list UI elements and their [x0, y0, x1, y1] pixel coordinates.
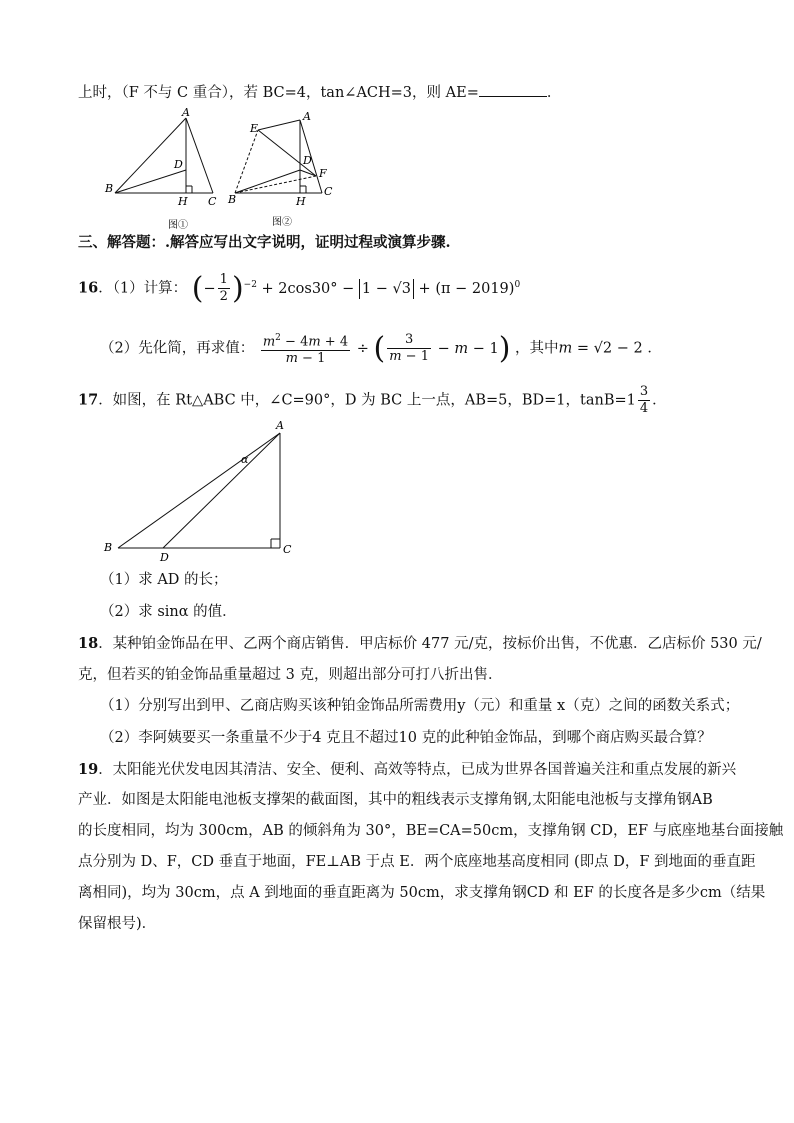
- fig2-caption: 图②: [272, 217, 292, 228]
- fig1-label-h: H: [178, 195, 188, 208]
- q17-label-a: A: [276, 419, 284, 432]
- q17-figure: [0, 415, 794, 565]
- fig2-label-a: A: [303, 110, 311, 123]
- q19-line6: 保留根号)．: [78, 916, 157, 932]
- q16-expression: (− $\frac{1}{2}$ )$^{-2} + 2\cos 30^\circ - 1 - √3 + (\pi - 2019)^0$: [191, 270, 521, 306]
- q19-line3: 的长度相同，均为 300cm，AB 的倾斜角为 30°，BE=CA=50cm，支撑角钢 CD，EF 与底座地基台面接触: [78, 823, 784, 839]
- fig1-label-c: C: [208, 195, 217, 208]
- fig1-label-d: D: [174, 158, 183, 171]
- q19-number: 19: [78, 761, 99, 778]
- q16-part1: 16．（1）计算： (− $\frac{1}{2}$ )$^{-2} + 2\cos 30^\circ - 1 - √3 + (\pi - 2019)^0$: [78, 270, 521, 306]
- q16-part2: （2）先化简，再求值： $\frac{m^2 - 4m + 4}{m - 1}$ ÷ ( $\frac{3}{m - 1}$ − m − 1) ，其中m = √2 − 2 ．: [100, 330, 662, 367]
- q17-label-c: C: [283, 543, 292, 556]
- q17-number: 17: [78, 391, 99, 409]
- q18-sub2: （2）李阿姨要买一条重量不少于4 克且不超过10 克的此种铂金饰品，到哪个商店购买最合算？: [100, 730, 712, 746]
- q17-label-alpha: α: [241, 453, 249, 466]
- section-3-heading: 三、解答题：.解答应写出文字说明，证明过程或演算步骤.: [78, 234, 451, 251]
- q18-line2: 克，但若买的铂金饰品重量超过 3 克，则超出部分可打八折出售．: [78, 667, 503, 683]
- answer-blank[interactable]: [479, 82, 547, 97]
- figure-1: [115, 118, 213, 193]
- fig2-label-e: E: [250, 122, 259, 135]
- fig2-label-d: D: [303, 154, 312, 167]
- q19-line4: 点分别为 D、F，CD 垂直于地面，FE⊥AB 于点 E．两个底座地基高度相同 (即点 D，F 到地面的垂直距: [78, 854, 756, 870]
- fig1-caption: 图①: [168, 220, 188, 231]
- q17-sub2: （2）求 sinα 的值．: [100, 604, 237, 620]
- q17-label-b: B: [104, 541, 113, 554]
- fig2-label-b: B: [228, 193, 237, 206]
- q19-line2: 产业．如图是太阳能电池板支撑架的截面图，其中的粗线表示支撑角钢,太阳能电池板与支撑角钢AB: [78, 792, 713, 808]
- q19-line1: 19．太阳能光伏发电因其清洁、安全、便利、高效等特点，已成为世界各国普遍关注和重点发展的新兴: [78, 761, 737, 778]
- q19-line5: 离相同)，均为 30cm，点 A 到地面的垂直距离为 50cm，求支撑角钢CD 和 EF 的长度各是多少cm（结果: [78, 885, 766, 901]
- q17-stem: 17．如图，在 Rt△ABC 中，∠C=90°，D 为 BC 上一点，AB=5，BD=1，tanB=1 $\frac{3}{4}$ ．: [78, 384, 667, 416]
- q18-line1: 18．某种铂金饰品在甲、乙两个商店销售．甲店标价 477 元/克，按标价出售，不优惠．乙店标价 530 元/: [78, 635, 762, 652]
- fig2-label-c: C: [324, 185, 333, 198]
- q16-simplify-expression: $\frac{m^2 - 4m + 4}{m - 1}$ ÷ ( $\frac{3}{m - 1}$ − m − 1): [262, 330, 511, 367]
- q18-number: 18: [78, 635, 99, 652]
- fig2-label-h: H: [296, 195, 306, 208]
- top-line-text: 上时，（F 不与 C 重合），若 BC=4，tan∠ACH=3，则 AE=: [78, 85, 479, 101]
- q17-sub1: （1）求 AD 的长；: [100, 572, 228, 588]
- fig1-label-a: A: [182, 108, 190, 119]
- figures-1-2: [0, 108, 794, 238]
- fig2-label-f: F: [319, 167, 327, 180]
- q18-sub1: （1）分别写出到甲、乙商店购买该种铂金饰品所需费用y（元）和重量 x（克）之间的函数关系式；: [100, 698, 740, 714]
- q17-label-d: D: [160, 551, 169, 564]
- top-line: 上时，（F 不与 C 重合），若 BC=4，tan∠ACH=3，则 AE= ．: [78, 82, 561, 103]
- fig1-label-b: B: [105, 182, 114, 195]
- q16-number: 16: [78, 279, 99, 297]
